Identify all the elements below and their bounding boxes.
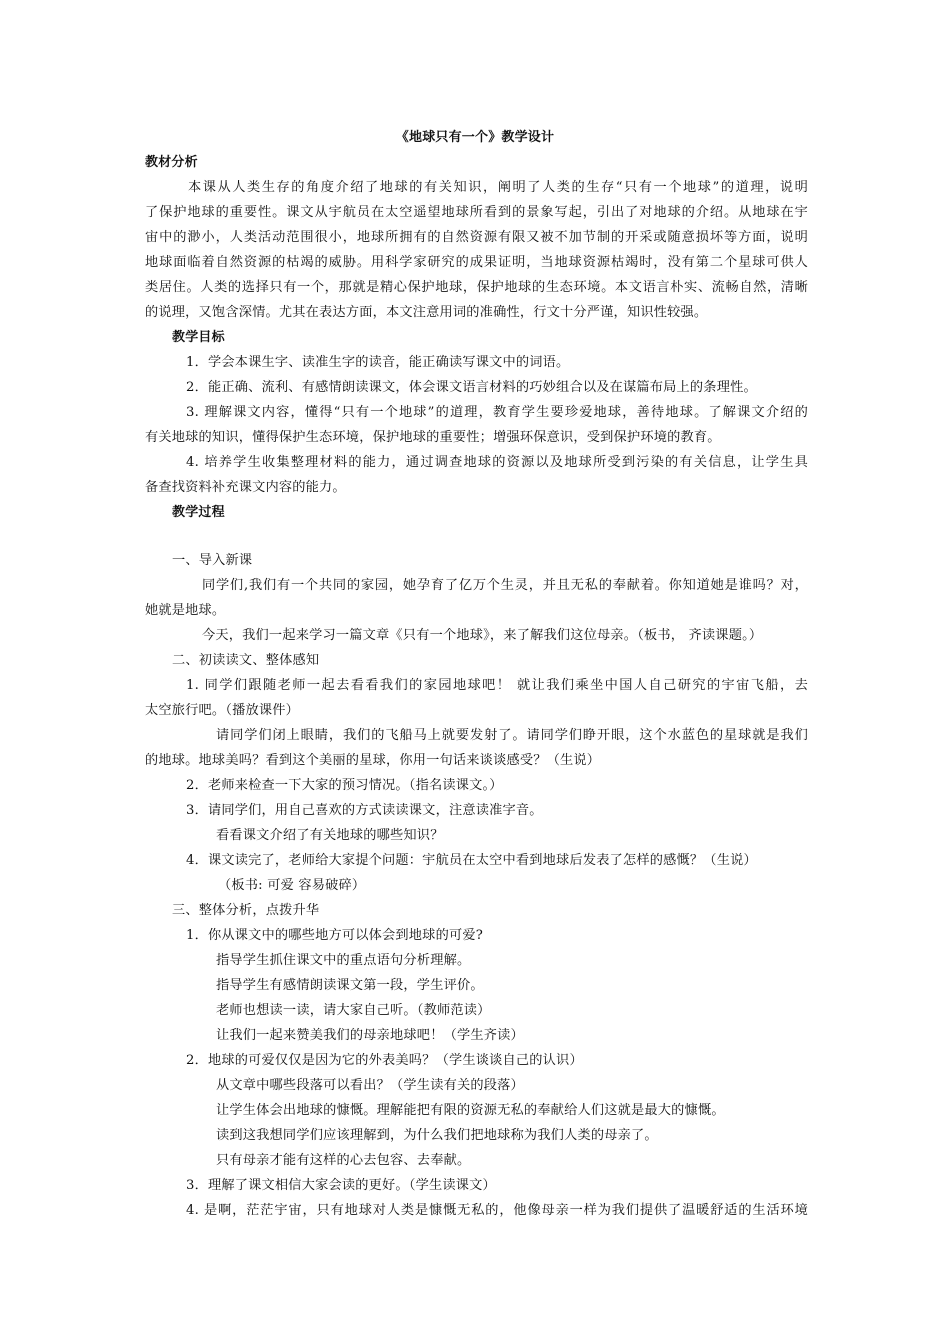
process-line: 读到这我想同学们应该理解到，为什么我们把地球称为我们人类的母亲了。 (216, 1128, 658, 1143)
process-line: 指导学生抓住课文中的重点语句分析理解。 (216, 953, 471, 968)
goal-item: 有关地球的知识，懂得保护生态环境，保护地球的重要性；增强环保意识，受到保护环境的教育。 (145, 430, 721, 445)
section-heading-analysis: 教材分析 (145, 155, 198, 170)
process-line: 4．课文读完了，老师给大家提个问题：宇航员在太空中看到地球后发表了怎样的感慨？（生说） (186, 853, 757, 868)
process-line: 今天，我们一起来学习一篇文章《只有一个地球》，来了解我们这位母亲。（板书， 齐读课题。） (202, 628, 763, 643)
section-heading-process: 教学过程 (172, 505, 225, 520)
process-line: 看看课文介绍了有关地球的哪些知识？ (216, 828, 444, 843)
paragraph-line: 的说理，又饱含深情。尤其在表达方面，本文注意用词的准确性，行文十分严谨，知识性较强。 (145, 305, 708, 320)
process-line: 太空旅行吧。（播放课件） (145, 703, 300, 718)
process-line: 只有母亲才能有这样的心去包容、去奉献。 (216, 1153, 471, 1168)
process-line: 3．理解了课文相信大家会读的更好。（学生读课文） (186, 1178, 496, 1193)
process-line: 1．你从课文中的哪些地方可以体会到地球的可爱? (186, 928, 483, 943)
process-line: 2．老师来检查一下大家的预习情况。（指名读课文。） (186, 778, 503, 793)
goal-item: 3. 理解课文内容，懂得“只有一个地球”的道理，教育学生要珍爱地球，善待地球。了解课文介绍的 (186, 405, 808, 420)
process-section-title: 三、整体分析，点拨升华 (172, 903, 320, 918)
process-line: （板书: 可爱 容易破碎） (218, 878, 366, 893)
process-line: 的地球。地球美吗？看到这个美丽的星球，你用一句话来谈谈感受？（生说） (145, 753, 601, 768)
process-line: 让我们一起来赞美我们的母亲地球吧！（学生齐读） (216, 1028, 524, 1043)
process-line: 她就是地球。 (145, 603, 226, 618)
process-line: 请同学们闭上眼睛，我们的飞船马上就要发射了。请同学们睁开眼，这个水蓝色的星球就是我们 (216, 728, 808, 743)
paragraph-line: 了保护地球的重要性。课文从宇航员在太空遥望地球所看到的景象写起，引出了对地球的介绍。从地球在宇 (145, 205, 808, 220)
process-section-title: 一、导入新课 (172, 553, 253, 568)
section-heading-goals: 教学目标 (172, 330, 225, 345)
process-line: 1. 同学们跟随老师一起去看看我们的家园地球吧！ 就让我们乘坐中国人自己研究的宇宙飞船，去 (186, 678, 808, 693)
paragraph-line: 本课从人类生存的角度介绍了地球的有关知识，阐明了人类的生存“只有一个地球”的道理，说明 (188, 180, 808, 195)
goal-item: 1．学会本课生字、读准生字的读音，能正确读写课文中的词语。 (186, 355, 570, 370)
process-line: 指导学生有感情朗读课文第一段，学生评价。 (216, 978, 484, 993)
goal-item: 4. 培养学生收集整理材料的能力，通过调查地球的资源以及地球所受到污染的有关信息，让学生具 (186, 455, 808, 470)
process-line: 从文章中哪些段落可以看出？（学生读有关的段落） (216, 1078, 524, 1093)
goal-item: 2．能正确、流利、有感情朗读课文，体会课文语言材料的巧妙组合以及在谋篇布局上的条理性。 (186, 380, 757, 395)
process-line: 4. 是啊，茫茫宇宙，只有地球对人类是慷慨无私的，他像母亲一样为我们提供了温暖舒适的生活环境 (186, 1203, 808, 1218)
paragraph-line: 地球面临着自然资源的枯竭的威胁。用科学家研究的成果证明，当地球资源枯竭时，没有第二个星球可供人 (145, 255, 808, 270)
process-line: 2．地球的可爱仅仅是因为它的外表美吗？（学生谈谈自己的认识） (186, 1053, 583, 1068)
goal-item: 备查找资料补充课文内容的能力。 (145, 480, 346, 495)
document-title: 《地球只有一个》教学设计 (395, 130, 555, 145)
process-line: 3．请同学们，用自己喜欢的方式读读课文，注意读准字音。 (186, 803, 543, 818)
process-line: 让学生体会出地球的慷慨。理解能把有限的资源无私的奉献给人们这就是最大的慷慨。 (216, 1103, 725, 1118)
paragraph-line: 宙中的渺小，人类活动范围很小，地球所拥有的自然资源有限又被不加节制的开采或随意损坏等方面，说明 (145, 230, 808, 245)
process-section-title: 二、初读读文、整体感知 (172, 653, 320, 668)
process-line: 同学们,我们有一个共同的家园，她孕育了亿万个生灵，并且无私的奉献着。你知道她是谁吗？对， (202, 578, 808, 593)
process-line: 老师也想读一读，请大家自己听。（教师范读） (216, 1003, 491, 1018)
paragraph-line: 类居住。人类的选择只有一个，那就是精心保护地球，保护地球的生态环境。本文语言朴实、流畅自然，清晰 (145, 280, 808, 295)
